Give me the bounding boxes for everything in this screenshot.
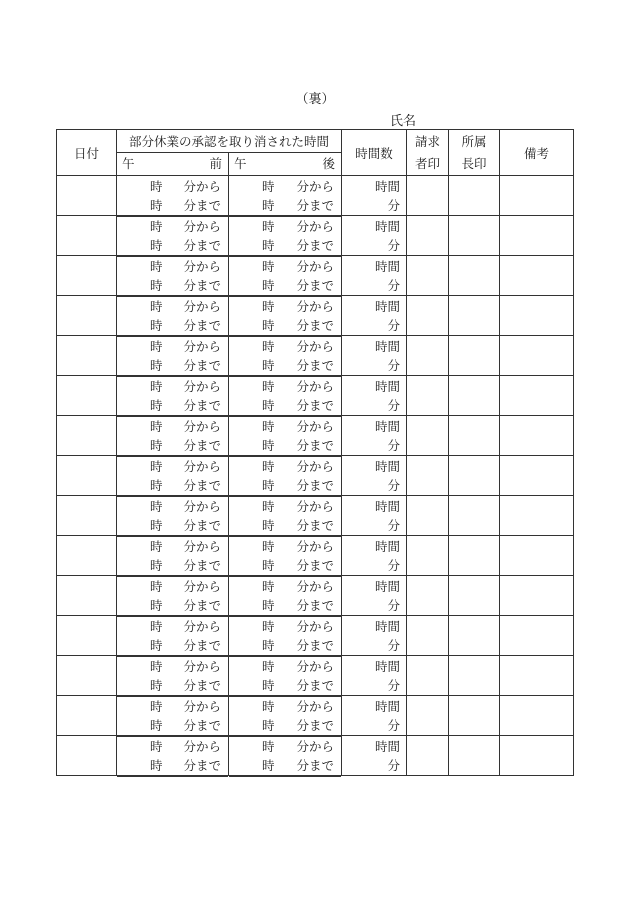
duration-cell[interactable] [342, 176, 407, 216]
dept-head-seal-cell[interactable] [449, 176, 500, 216]
dept-head-seal-cell[interactable] [449, 736, 500, 776]
header-remarks: 備考 [500, 130, 574, 176]
table-row [57, 736, 574, 776]
pm-min-from-label: 分から [296, 259, 335, 274]
pm-hour-to-label: 時 [262, 438, 275, 453]
remarks-cell[interactable] [500, 296, 574, 336]
requester-seal-cell[interactable] [407, 456, 449, 496]
am-time-cell[interactable] [117, 296, 229, 336]
dept-head-seal-cell[interactable] [449, 656, 500, 696]
duration-hour-label: 時間 [375, 619, 401, 634]
am-min-to-label: 分まで [183, 318, 221, 333]
table-body [57, 176, 574, 776]
remarks-cell[interactable] [500, 536, 574, 576]
remarks-cell[interactable] [500, 416, 574, 456]
requester-seal-cell[interactable] [407, 496, 449, 536]
am-min-to-label: 分まで [183, 558, 221, 573]
pm-min-from-label: 分から [296, 739, 335, 754]
duration-hour-label: 時間 [375, 299, 401, 314]
duration-cell[interactable] [342, 456, 407, 496]
table-row [57, 536, 574, 576]
pm-hour-from-label: 時 [262, 539, 275, 554]
am-hour-from-label: 時 [150, 259, 163, 274]
table-row [57, 576, 574, 616]
pm-hour-from-label: 時 [262, 699, 275, 714]
dept-head-seal-cell[interactable] [449, 376, 500, 416]
pm-hour-from-label: 時 [262, 259, 275, 274]
duration-cell[interactable] [342, 416, 407, 456]
header-am-char1: 午 [122, 156, 135, 171]
pm-hour-from-label: 時 [262, 459, 275, 474]
duration-min-label: 分 [387, 558, 401, 573]
duration-hour-label: 時間 [375, 539, 401, 554]
table-row [57, 696, 574, 736]
duration-min-label: 分 [387, 638, 401, 653]
duration-cell[interactable] [342, 256, 407, 296]
am-hour-to-label: 時 [150, 358, 163, 373]
table-row [57, 656, 574, 696]
duration-hour-label: 時間 [375, 459, 401, 474]
am-min-from-label: 分から [183, 619, 221, 634]
pm-min-from-label: 分から [296, 219, 335, 234]
requester-seal-cell[interactable] [407, 376, 449, 416]
table-row [57, 376, 574, 416]
duration-hour-label: 時間 [375, 179, 401, 194]
header-dept-head-seal [449, 130, 500, 176]
am-time-cell[interactable] [117, 336, 229, 376]
duration-hour-label: 時間 [375, 699, 401, 714]
requester-seal-cell[interactable] [407, 176, 449, 216]
requester-seal-cell[interactable] [407, 576, 449, 616]
am-min-to-label: 分まで [183, 718, 221, 733]
am-time-cell[interactable] [117, 536, 229, 576]
pm-time-cell[interactable] [229, 256, 342, 296]
pm-min-to-label: 分まで [296, 598, 335, 613]
header-requester-seal-line1: 請求 [415, 133, 441, 149]
date-cell[interactable] [57, 456, 117, 496]
pm-hour-to-label: 時 [262, 398, 275, 413]
header-pm [229, 153, 342, 176]
pm-time-cell[interactable] [229, 336, 342, 376]
am-time-cell[interactable] [117, 656, 229, 696]
pm-hour-to-label: 時 [262, 278, 275, 293]
am-min-from-label: 分から [183, 419, 221, 434]
am-time-cell[interactable] [117, 696, 229, 736]
name-label: 氏名 [390, 114, 417, 129]
duration-hour-label: 時間 [375, 379, 401, 394]
am-min-to-label: 分まで [183, 238, 221, 253]
table-row [57, 296, 574, 336]
remarks-cell[interactable] [500, 256, 574, 296]
remarks-cell[interactable] [500, 736, 574, 776]
am-min-to-label: 分まで [183, 398, 221, 413]
requester-seal-cell[interactable] [407, 216, 449, 256]
date-cell[interactable] [57, 576, 117, 616]
am-hour-from-label: 時 [150, 619, 163, 634]
am-hour-from-label: 時 [150, 699, 163, 714]
am-hour-to-label: 時 [150, 438, 163, 453]
am-min-from-label: 分から [183, 539, 221, 554]
header-pm-char1: 午 [234, 156, 247, 171]
duration-hour-label: 時間 [375, 659, 401, 674]
am-hour-to-label: 時 [150, 278, 163, 293]
requester-seal-cell[interactable] [407, 336, 449, 376]
date-cell[interactable] [57, 296, 117, 336]
header-am-char2: 前 [209, 156, 222, 171]
pm-time-cell[interactable] [229, 216, 342, 256]
date-cell[interactable] [57, 376, 117, 416]
remarks-cell[interactable] [500, 216, 574, 256]
date-cell[interactable] [57, 176, 117, 216]
pm-hour-to-label: 時 [262, 358, 275, 373]
pm-min-from-label: 分から [296, 179, 335, 194]
pm-hour-from-label: 時 [262, 339, 275, 354]
am-hour-to-label: 時 [150, 198, 163, 213]
duration-cell[interactable] [342, 296, 407, 336]
requester-seal-cell[interactable] [407, 736, 449, 776]
dept-head-seal-cell[interactable] [449, 256, 500, 296]
am-hour-to-label: 時 [150, 758, 163, 773]
duration-min-label: 分 [387, 278, 401, 293]
header-am [117, 153, 229, 176]
dept-head-seal-cell[interactable] [449, 576, 500, 616]
dept-head-seal-cell[interactable] [449, 456, 500, 496]
duration-min-label: 分 [387, 478, 401, 493]
duration-cell[interactable] [342, 496, 407, 536]
pm-hour-to-label: 時 [262, 598, 275, 613]
duration-cell[interactable] [342, 536, 407, 576]
duration-cell[interactable] [342, 736, 407, 776]
pm-hour-from-label: 時 [262, 219, 275, 234]
header-pm-char2: 後 [322, 156, 336, 171]
duration-min-label: 分 [387, 718, 401, 733]
header-requester-seal [407, 130, 449, 176]
am-time-cell[interactable] [117, 216, 229, 256]
pm-hour-to-label: 時 [262, 518, 275, 533]
date-cell[interactable] [57, 336, 117, 376]
date-cell[interactable] [57, 496, 117, 536]
am-min-from-label: 分から [183, 739, 221, 754]
duration-cell[interactable] [342, 616, 407, 656]
pm-hour-to-label: 時 [262, 758, 275, 773]
pm-min-from-label: 分から [296, 659, 335, 674]
header-dept-head-seal-line1: 所属 [461, 133, 487, 149]
duration-hour-label: 時間 [375, 339, 401, 354]
dept-head-seal-cell[interactable] [449, 296, 500, 336]
dept-head-seal-cell[interactable] [449, 496, 500, 536]
header-cancelled-time: 部分休業の承認を取り消された時間 [117, 130, 342, 153]
duration-min-label: 分 [387, 398, 401, 413]
duration-cell[interactable] [342, 656, 407, 696]
dept-head-seal-cell[interactable] [449, 216, 500, 256]
pm-min-to-label: 分まで [296, 398, 335, 413]
am-hour-from-label: 時 [150, 459, 163, 474]
duration-hour-label: 時間 [375, 419, 401, 434]
pm-min-from-label: 分から [296, 499, 335, 514]
pm-min-to-label: 分まで [296, 358, 335, 373]
am-min-from-label: 分から [183, 459, 221, 474]
am-hour-from-label: 時 [150, 739, 163, 754]
duration-hour-label: 時間 [375, 259, 401, 274]
table-row [57, 336, 574, 376]
duration-hour-label: 時間 [375, 739, 401, 754]
pm-min-to-label: 分まで [296, 678, 335, 693]
pm-hour-from-label: 時 [262, 299, 275, 314]
remarks-cell[interactable] [500, 656, 574, 696]
am-hour-to-label: 時 [150, 598, 163, 613]
am-min-from-label: 分から [183, 179, 221, 194]
am-min-from-label: 分から [183, 379, 221, 394]
table-row [57, 456, 574, 496]
pm-min-from-label: 分から [296, 339, 335, 354]
am-hour-from-label: 時 [150, 219, 163, 234]
am-min-from-label: 分から [183, 699, 221, 714]
am-hour-to-label: 時 [150, 318, 163, 333]
requester-seal-cell[interactable] [407, 536, 449, 576]
pm-hour-to-label: 時 [262, 678, 275, 693]
date-cell[interactable] [57, 696, 117, 736]
duration-cell[interactable] [342, 696, 407, 736]
duration-cell[interactable] [342, 216, 407, 256]
remarks-cell[interactable] [500, 496, 574, 536]
am-hour-to-label: 時 [150, 478, 163, 493]
pm-time-cell[interactable] [229, 656, 342, 696]
pm-time-cell[interactable] [229, 536, 342, 576]
am-hour-to-label: 時 [150, 638, 163, 653]
dept-head-seal-cell[interactable] [449, 696, 500, 736]
header-date: 日付 [57, 130, 117, 176]
pm-min-to-label: 分まで [296, 238, 335, 253]
pm-min-from-label: 分から [296, 539, 335, 554]
requester-seal-cell[interactable] [407, 256, 449, 296]
am-min-to-label: 分まで [183, 638, 221, 653]
pm-time-cell[interactable] [229, 576, 342, 616]
table-row [57, 496, 574, 536]
pm-min-to-label: 分まで [296, 718, 335, 733]
header-dept-head-seal-line2: 長印 [461, 155, 487, 171]
pm-min-to-label: 分まで [296, 278, 335, 293]
am-min-to-label: 分まで [183, 758, 221, 773]
table-row [57, 416, 574, 456]
pm-hour-from-label: 時 [262, 579, 275, 594]
am-min-to-label: 分まで [183, 478, 221, 493]
am-time-cell[interactable] [117, 736, 229, 776]
pm-hour-from-label: 時 [262, 739, 275, 754]
pm-time-cell[interactable] [229, 616, 342, 656]
requester-seal-cell[interactable] [407, 296, 449, 336]
pm-min-from-label: 分から [296, 459, 335, 474]
pm-hour-from-label: 時 [262, 379, 275, 394]
pm-hour-to-label: 時 [262, 558, 275, 573]
requester-seal-cell[interactable] [407, 696, 449, 736]
am-hour-from-label: 時 [150, 579, 163, 594]
am-time-cell[interactable] [117, 416, 229, 456]
duration-min-label: 分 [387, 318, 401, 333]
date-cell[interactable] [57, 216, 117, 256]
pm-hour-to-label: 時 [262, 478, 275, 493]
am-min-from-label: 分から [183, 219, 221, 234]
table-row [57, 176, 574, 216]
am-hour-from-label: 時 [150, 419, 163, 434]
pm-hour-to-label: 時 [262, 318, 275, 333]
requester-seal-cell[interactable] [407, 416, 449, 456]
am-hour-from-label: 時 [150, 339, 163, 354]
pm-min-to-label: 分まで [296, 318, 335, 333]
pm-min-to-label: 分まで [296, 518, 335, 533]
date-cell[interactable] [57, 736, 117, 776]
am-hour-to-label: 時 [150, 718, 163, 733]
pm-hour-from-label: 時 [262, 619, 275, 634]
table-row [57, 616, 574, 656]
table-row [57, 256, 574, 296]
duration-cell[interactable] [342, 336, 407, 376]
duration-min-label: 分 [387, 518, 401, 533]
am-hour-to-label: 時 [150, 558, 163, 573]
pm-hour-to-label: 時 [262, 238, 275, 253]
am-min-to-label: 分まで [183, 198, 221, 213]
pm-hour-from-label: 時 [262, 659, 275, 674]
am-time-cell[interactable] [117, 376, 229, 416]
pm-min-to-label: 分まで [296, 758, 335, 773]
dept-head-seal-cell[interactable] [449, 336, 500, 376]
am-min-to-label: 分まで [183, 438, 221, 453]
partial-leave-table [56, 129, 574, 776]
date-cell[interactable] [57, 256, 117, 296]
dept-head-seal-cell[interactable] [449, 416, 500, 456]
pm-time-cell[interactable] [229, 176, 342, 216]
duration-hour-label: 時間 [375, 499, 401, 514]
pm-time-cell[interactable] [229, 736, 342, 776]
date-cell[interactable] [57, 656, 117, 696]
am-hour-from-label: 時 [150, 659, 163, 674]
am-time-cell[interactable] [117, 456, 229, 496]
date-cell[interactable] [57, 616, 117, 656]
am-min-from-label: 分から [183, 579, 221, 594]
pm-min-from-label: 分から [296, 419, 335, 434]
pm-time-cell[interactable] [229, 416, 342, 456]
am-min-from-label: 分から [183, 299, 221, 314]
remarks-cell[interactable] [500, 616, 574, 656]
duration-min-label: 分 [387, 438, 401, 453]
am-min-from-label: 分から [183, 499, 221, 514]
pm-time-cell[interactable] [229, 696, 342, 736]
am-hour-from-label: 時 [150, 499, 163, 514]
remarks-cell[interactable] [500, 576, 574, 616]
header-hours-count: 時間数 [342, 130, 407, 176]
duration-min-label: 分 [387, 198, 401, 213]
remarks-cell[interactable] [500, 176, 574, 216]
requester-seal-cell[interactable] [407, 616, 449, 656]
duration-hour-label: 時間 [375, 219, 401, 234]
pm-hour-from-label: 時 [262, 499, 275, 514]
am-time-cell[interactable] [117, 176, 229, 216]
header-requester-seal-line2: 者印 [415, 155, 441, 171]
pm-min-to-label: 分まで [296, 478, 335, 493]
dept-head-seal-cell[interactable] [449, 536, 500, 576]
pm-hour-to-label: 時 [262, 638, 275, 653]
pm-hour-to-label: 時 [262, 718, 275, 733]
pm-hour-from-label: 時 [262, 419, 275, 434]
pm-time-cell[interactable] [229, 376, 342, 416]
pm-min-to-label: 分まで [296, 558, 335, 573]
am-min-to-label: 分まで [183, 598, 221, 613]
date-cell[interactable] [57, 416, 117, 456]
pm-time-cell[interactable] [229, 456, 342, 496]
remarks-cell[interactable] [500, 376, 574, 416]
duration-cell[interactable] [342, 376, 407, 416]
am-time-cell[interactable] [117, 576, 229, 616]
pm-min-from-label: 分から [296, 699, 335, 714]
am-min-from-label: 分から [183, 259, 221, 274]
am-hour-from-label: 時 [150, 539, 163, 554]
pm-min-to-label: 分まで [296, 638, 335, 653]
am-time-cell[interactable] [117, 616, 229, 656]
am-hour-to-label: 時 [150, 678, 163, 693]
pm-min-to-label: 分まで [296, 198, 335, 213]
am-hour-from-label: 時 [150, 179, 163, 194]
remarks-cell[interactable] [500, 696, 574, 736]
am-hour-to-label: 時 [150, 398, 163, 413]
duration-min-label: 分 [387, 758, 401, 773]
remarks-cell[interactable] [500, 336, 574, 376]
pm-min-from-label: 分から [296, 379, 335, 394]
requester-seal-cell[interactable] [407, 656, 449, 696]
page-title: （裏） [295, 92, 335, 107]
dept-head-seal-cell[interactable] [449, 616, 500, 656]
pm-min-from-label: 分から [296, 579, 335, 594]
am-min-from-label: 分から [183, 659, 221, 674]
remarks-cell[interactable] [500, 456, 574, 496]
am-hour-to-label: 時 [150, 518, 163, 533]
pm-min-from-label: 分から [296, 619, 335, 634]
am-min-to-label: 分まで [183, 278, 221, 293]
duration-min-label: 分 [387, 358, 401, 373]
am-hour-from-label: 時 [150, 299, 163, 314]
am-hour-from-label: 時 [150, 379, 163, 394]
am-min-from-label: 分から [183, 339, 221, 354]
pm-time-cell[interactable] [229, 296, 342, 336]
pm-min-to-label: 分まで [296, 438, 335, 453]
date-cell[interactable] [57, 536, 117, 576]
duration-min-label: 分 [387, 678, 401, 693]
am-min-to-label: 分まで [183, 518, 221, 533]
duration-cell[interactable] [342, 576, 407, 616]
duration-min-label: 分 [387, 598, 401, 613]
duration-min-label: 分 [387, 238, 401, 253]
table-row [57, 216, 574, 256]
am-time-cell[interactable] [117, 256, 229, 296]
am-hour-to-label: 時 [150, 238, 163, 253]
am-time-cell[interactable] [117, 496, 229, 536]
am-min-to-label: 分まで [183, 678, 221, 693]
pm-hour-from-label: 時 [262, 179, 275, 194]
duration-hour-label: 時間 [375, 579, 401, 594]
am-min-to-label: 分まで [183, 358, 221, 373]
pm-hour-to-label: 時 [262, 198, 275, 213]
pm-min-from-label: 分から [296, 299, 335, 314]
pm-time-cell[interactable] [229, 496, 342, 536]
